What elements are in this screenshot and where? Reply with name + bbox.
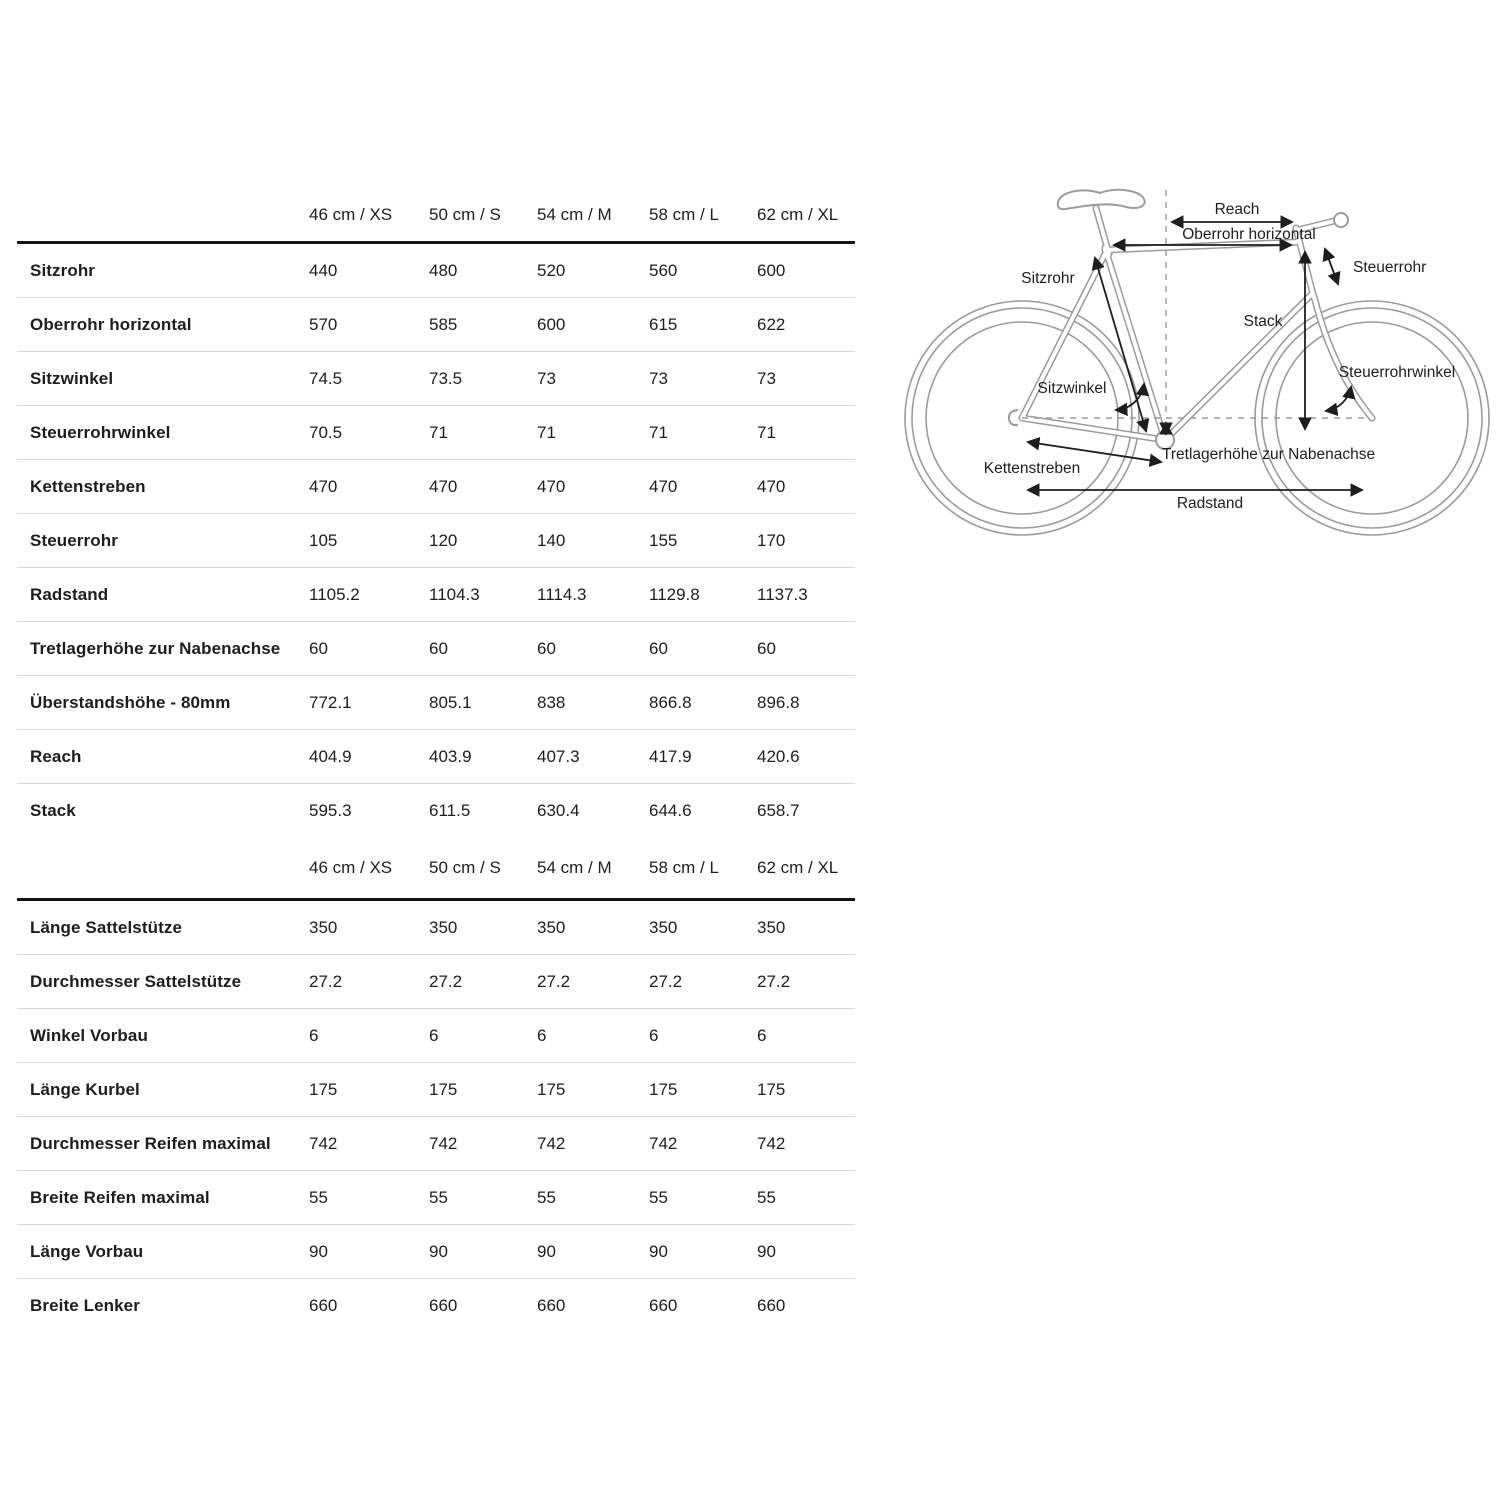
table-row	[17, 784, 855, 837]
table-row	[17, 676, 855, 730]
row-label: Oberrohr horizontal	[30, 315, 192, 334]
row-value: 470	[537, 477, 566, 496]
row-value: 73.5	[429, 369, 463, 388]
row-value: 6	[309, 1026, 319, 1045]
row-value: 600	[757, 261, 786, 280]
row-value: 805.1	[429, 693, 472, 712]
row-value: 470	[757, 477, 786, 496]
table-row	[17, 622, 855, 676]
kettenstreben-arrow	[1028, 442, 1161, 462]
row-label: Durchmesser Reifen maximal	[30, 1134, 271, 1153]
row-value: 74.5	[309, 369, 343, 388]
row-value: 350	[429, 918, 458, 937]
row-label: Länge Sattelstütze	[30, 918, 182, 937]
row-value: 27.2	[649, 972, 683, 991]
row-value: 480	[429, 261, 458, 280]
row-value: 470	[309, 477, 338, 496]
stack-label: Stack	[1243, 313, 1283, 330]
row-value: 772.1	[309, 693, 352, 712]
row-label: Breite Lenker	[30, 1296, 140, 1315]
table-row	[17, 1171, 855, 1225]
table-row	[17, 1117, 855, 1171]
row-value: 175	[429, 1080, 458, 1099]
row-label: Kettenstreben	[30, 477, 146, 496]
table-row	[17, 244, 855, 298]
row-label: Sitzwinkel	[30, 369, 114, 388]
row-label: Radstand	[30, 585, 109, 604]
row-value: 90	[429, 1242, 448, 1261]
table-row	[17, 730, 855, 784]
row-value: 658.7	[757, 801, 800, 820]
row-value: 660	[757, 1296, 786, 1315]
row-value: 90	[309, 1242, 328, 1261]
row-value: 1114.3	[537, 585, 587, 604]
row-label: Tretlagerhöhe zur Nabenachse	[30, 639, 281, 658]
steuerrohr-label: Steuerrohr	[1353, 259, 1427, 276]
row-value: 60	[537, 639, 556, 658]
row-value: 470	[429, 477, 458, 496]
row-value: 155	[649, 531, 678, 550]
size-column-header: 58 cm / L	[649, 858, 719, 877]
table-row	[17, 568, 855, 622]
row-label: Reach	[30, 747, 82, 766]
row-value: 55	[757, 1188, 776, 1207]
size-column-header: 62 cm / XL	[757, 204, 839, 224]
row-value: 73	[537, 369, 556, 388]
size-column-header: 46 cm / XS	[309, 204, 393, 224]
size-column-header: 50 cm / S	[429, 858, 501, 877]
row-value: 470	[649, 477, 678, 496]
row-value: 615	[649, 315, 678, 334]
row-label: Länge Vorbau	[30, 1242, 144, 1261]
handlebar-grip	[1334, 213, 1348, 227]
size-column-header: 58 cm / L	[649, 204, 719, 224]
row-value: 403.9	[429, 747, 472, 766]
row-label: Stack	[30, 801, 76, 820]
row-value: 73	[757, 369, 776, 388]
row-value: 27.2	[429, 972, 463, 991]
row-value: 660	[649, 1296, 678, 1315]
row-label: Breite Reifen maximal	[30, 1188, 210, 1207]
row-value: 71	[757, 423, 776, 442]
row-value: 520	[537, 261, 566, 280]
row-value: 175	[757, 1080, 786, 1099]
row-value: 660	[309, 1296, 338, 1315]
table-row	[17, 406, 855, 460]
size-header-row	[17, 187, 855, 244]
size-column-header: 50 cm / S	[429, 204, 501, 224]
row-value: 73	[649, 369, 668, 388]
table-row	[17, 352, 855, 406]
size-column-header: 46 cm / XS	[309, 858, 393, 877]
row-value: 71	[429, 423, 448, 442]
row-value: 6	[757, 1026, 767, 1045]
row-value: 600	[537, 315, 566, 334]
rear-dropout	[1009, 410, 1018, 425]
row-value: 120	[429, 531, 458, 550]
table-row	[17, 1009, 855, 1063]
row-value: 742	[537, 1134, 566, 1153]
row-value: 27.2	[757, 972, 791, 991]
size-column-header: 62 cm / XL	[757, 858, 839, 877]
radstand-label: Radstand	[1176, 495, 1244, 512]
row-value: 407.3	[537, 747, 580, 766]
row-value: 90	[537, 1242, 556, 1261]
row-value: 440	[309, 261, 338, 280]
frame-geometry-rows	[17, 244, 855, 837]
row-value: 55	[537, 1188, 556, 1207]
bike-geometry-diagram	[900, 170, 1500, 550]
row-value: 404.9	[309, 747, 352, 766]
table-row	[17, 1063, 855, 1117]
oberrohr-label: Oberrohr horizontal	[1182, 226, 1316, 243]
row-value: 27.2	[537, 972, 571, 991]
row-value: 896.8	[757, 693, 800, 712]
row-value: 660	[537, 1296, 566, 1315]
row-value: 1105.2	[309, 585, 360, 604]
row-value: 140	[537, 531, 566, 550]
row-value: 866.8	[649, 693, 692, 712]
row-value: 105	[309, 531, 338, 550]
saddle	[1058, 190, 1145, 209]
row-value: 55	[429, 1188, 448, 1207]
row-value: 630.4	[537, 801, 580, 820]
row-value: 175	[649, 1080, 678, 1099]
steuerrohrwinkel-arc	[1326, 387, 1351, 411]
row-label: Durchmesser Sattelstütze	[30, 972, 242, 991]
row-value: 60	[649, 639, 668, 658]
row-value: 595.3	[309, 801, 352, 820]
row-value: 60	[309, 639, 328, 658]
tretlagerhoehe-label: Tretlagerhöhe zur Nabenachse	[1162, 446, 1376, 463]
size-header-row	[17, 837, 855, 901]
row-value: 660	[429, 1296, 458, 1315]
row-value: 71	[649, 423, 668, 442]
table-row	[17, 298, 855, 352]
row-value: 6	[537, 1026, 547, 1045]
row-value: 611.5	[429, 801, 471, 820]
row-value: 420.6	[757, 747, 800, 766]
row-value: 350	[309, 918, 338, 937]
row-value: 350	[757, 918, 786, 937]
row-value: 622	[757, 315, 786, 334]
table-row	[17, 955, 855, 1009]
row-value: 175	[309, 1080, 338, 1099]
row-value: 170	[757, 531, 786, 550]
row-label: Länge Kurbel	[30, 1080, 140, 1099]
row-value: 570	[309, 315, 338, 334]
row-value: 350	[649, 918, 678, 937]
geometry-table	[17, 187, 855, 1332]
row-label: Steuerrohr	[30, 531, 118, 550]
row-value: 60	[757, 639, 776, 658]
row-label: Überstandshöhe - 80mm	[30, 693, 231, 712]
row-value: 1137.3	[757, 585, 808, 604]
row-value: 55	[309, 1188, 328, 1207]
row-value: 1104.3	[429, 585, 480, 604]
row-label: Winkel Vorbau	[30, 1026, 148, 1045]
row-value: 350	[537, 918, 566, 937]
row-value: 742	[757, 1134, 786, 1153]
row-value: 6	[429, 1026, 439, 1045]
table-row	[17, 1225, 855, 1279]
row-value: 742	[309, 1134, 338, 1153]
row-value: 55	[649, 1188, 668, 1207]
row-value: 742	[429, 1134, 458, 1153]
row-value: 175	[537, 1080, 566, 1099]
row-value: 644.6	[649, 801, 692, 820]
row-value: 585	[429, 315, 458, 334]
row-value: 60	[429, 639, 448, 658]
row-value: 742	[649, 1134, 678, 1153]
component-rows	[17, 901, 855, 1332]
row-value: 90	[757, 1242, 776, 1261]
row-value: 560	[649, 261, 678, 280]
sitzrohr-label: Sitzrohr	[1021, 270, 1075, 287]
table-row	[17, 460, 855, 514]
geometry-table-section-components	[17, 837, 855, 1332]
row-label: Steuerrohrwinkel	[30, 423, 171, 442]
row-value: 1129.8	[649, 585, 700, 604]
table-row	[17, 1279, 855, 1332]
row-value: 90	[649, 1242, 668, 1261]
steuerrohrwinkel-label: Steuerrohrwinkel	[1338, 364, 1456, 381]
size-column-header: 54 cm / M	[537, 858, 612, 877]
kettenstreben-label: Kettenstreben	[983, 460, 1081, 477]
table-row	[17, 901, 855, 955]
table-row	[17, 514, 855, 568]
row-value: 27.2	[309, 972, 343, 991]
row-value: 417.9	[649, 747, 692, 766]
geometry-table-section-frame	[17, 187, 855, 837]
size-column-header: 54 cm / M	[537, 204, 612, 224]
row-value: 71	[537, 423, 556, 442]
row-value: 838	[537, 693, 566, 712]
sitzwinkel-label: Sitzwinkel	[1037, 380, 1107, 397]
reach-label: Reach	[1214, 201, 1260, 218]
row-value: 70.5	[309, 423, 343, 442]
row-label: Sitzrohr	[30, 261, 96, 280]
steuerrohr-arrow	[1325, 249, 1338, 284]
row-value: 6	[649, 1026, 659, 1045]
